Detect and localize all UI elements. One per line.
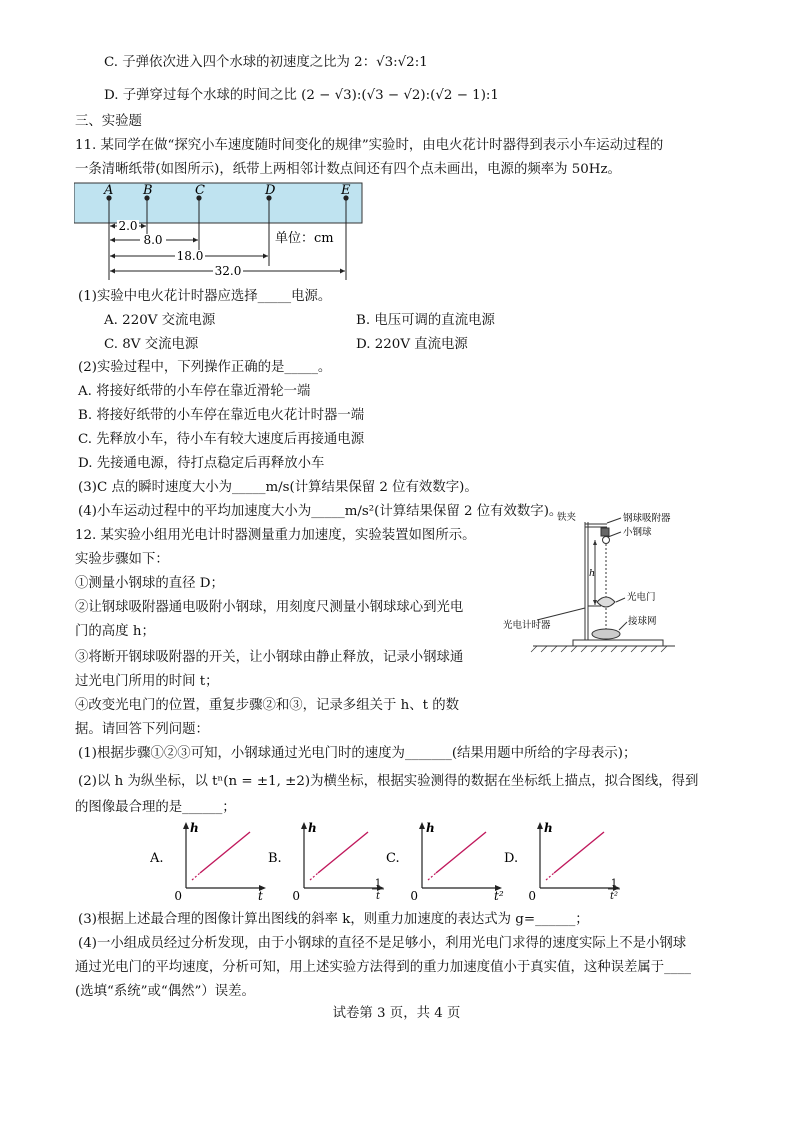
label-iron-clamp: 铁夹	[557, 512, 577, 523]
graph-x-label: t²	[494, 889, 504, 900]
q12-step-3a: ③将断开钢球吸附器的开关，让小钢球由静止释放，记录小钢球通	[75, 650, 464, 665]
graph-origin: 0	[174, 889, 182, 900]
graph-options-svg	[150, 818, 710, 900]
paper-tape	[74, 183, 362, 223]
label-steel-ball: 小钢球	[623, 527, 652, 538]
label-catch-net: 接球网	[628, 616, 657, 627]
graph-fit-line	[200, 832, 250, 873]
q11-part2-option-a: A. 将接好纸带的小车停在靠近滑轮一端	[78, 384, 311, 399]
graph-dashed-segment	[428, 873, 436, 880]
q12-stem: 12. 某实验小组用光电计时器测量重力加速度，实验装置如图所示。	[75, 528, 476, 543]
q12-step-2a: ②让钢球吸附器通电吸附小钢球，用刻度尺测量小钢球球心到光电	[75, 600, 464, 615]
label-ball-holder: 钢球吸附器	[623, 513, 671, 524]
dim-ac: 8.0	[143, 233, 163, 247]
q12-step-1: ①测量小钢球的直径 D；	[75, 576, 224, 591]
q11-part2-option-b: B. 将接好纸带的小车停在靠近电火花计时器一端	[78, 408, 365, 423]
graph-origin: 0	[410, 889, 418, 900]
tape-label-c: C	[195, 183, 205, 198]
graph-letter: C.	[386, 851, 400, 866]
graph-dashed-segment	[546, 873, 554, 880]
q12-step-4b: 据。请回答下列问题：	[75, 722, 209, 737]
graph-x-label: t	[375, 891, 381, 900]
option-d-text: D. 子弹穿过每个水球的时间之比 (2 − √3):(√3 − √2):(√2 − 1):1	[104, 88, 499, 103]
q12-part4-line2: 通过光电门的平均速度，分析可知，用上述实验方法得到的重力加速度值小于真实值，这种误差属于____	[75, 960, 691, 975]
graph-option-b	[268, 821, 384, 900]
q11-part2: (2)实验过程中，下列操作正确的是_____。	[78, 360, 332, 375]
graph-dashed-segment	[192, 873, 200, 880]
graph-origin: 0	[528, 889, 536, 900]
paper-tape-figure	[74, 180, 374, 280]
q11-part3: (3)C 点的瞬时速度大小为_____m/s(计算结果保留 2 位有效数字)。	[78, 480, 478, 495]
q12-step-4a: ④改变光电门的位置，重复步骤②和③，记录多组关于 h、t 的数	[75, 698, 460, 713]
q11-stem-1: 11. 某同学在做“探究小车速度随时间变化的规律”实验时，由电火花计时器得到表示小车运动过程的	[75, 138, 664, 153]
graph-x-label: t²	[609, 891, 619, 900]
y-arrow	[301, 822, 307, 829]
graph-letter: A.	[150, 851, 164, 866]
q11-part2-option-c: C. 先释放小车，待小车有较大速度后再接通电源	[78, 432, 365, 447]
graph-y-label: h	[544, 821, 553, 835]
tape-unit: 单位：cm	[275, 231, 334, 246]
q12-steps-heading: 实验步骤如下：	[75, 552, 169, 567]
y-arrow	[183, 822, 189, 829]
q12-step-3b: 过光电门所用的时间 t；	[75, 674, 219, 689]
graph-letter: D.	[504, 851, 519, 866]
q11-part1-option-c: C. 8V 交流电源	[104, 337, 199, 352]
graph-y-label: h	[308, 821, 317, 835]
q11-part1-option-d: D. 220V 直流电源	[356, 337, 468, 352]
graph-letter: B.	[268, 851, 282, 866]
q12-step-2b: 门的高度 h；	[75, 624, 155, 639]
tape-label-b: B	[143, 183, 153, 198]
graph-x-label: t	[258, 889, 263, 900]
graph-fit-line	[318, 832, 368, 873]
label-photo-timer: 光电计时器	[503, 620, 551, 631]
tape-label-e: E	[341, 183, 351, 198]
label-h: h	[589, 568, 596, 579]
tape-label-a: A	[104, 183, 114, 198]
graph-fit-line	[554, 832, 604, 873]
page-footer: 试卷第 3 页，共 4 页	[332, 1006, 461, 1021]
graph-option-d	[504, 821, 620, 900]
section-heading: 三、实验题	[75, 114, 142, 129]
graph-options	[150, 818, 710, 900]
q11-part2-option-d: D. 先接通电源，待打点稳定后再释放小车	[78, 456, 325, 471]
dim-ae: 32.0	[214, 264, 242, 278]
label-photogate: 光电门	[627, 592, 656, 603]
y-arrow	[419, 822, 425, 829]
q11-part1: (1)实验中电火花计时器应选择_____电源。	[78, 289, 332, 304]
apparatus-figure	[497, 510, 697, 658]
q11-part1-option-a: A. 220V 交流电源	[104, 313, 216, 328]
dim-ab: 2.0	[118, 219, 138, 233]
q12-part3: (3)根据上述最合理的图像计算出图线的斜率 k，则重力加速度的表达式为 g=______；	[78, 912, 589, 927]
graph-option-a	[150, 821, 266, 900]
q11-part4: (4)小车运动过程中的平均加速度大小为_____m/s²(计算结果保留 2 位有效数字)。	[78, 504, 563, 519]
q12-part2-line1: (2)以 h 为纵坐标，以 tⁿ(n = ±1, ±2)为横坐标，根据实验测得的数据在坐标纸上描点，拟合图线，得到	[78, 774, 699, 789]
q12-part2-line2: 的图像最合理的是______；	[75, 800, 236, 815]
graph-fit-line	[436, 832, 486, 873]
q12-part4-line3: (选填“系统”或“偶然”）误差。	[75, 984, 255, 999]
q12-part1: (1)根据步骤①②③可知，小钢球通过光电门时的速度为_______(结果用题中所给的字母表示)；	[78, 746, 637, 761]
q12-part4-line1: (4)一小组成员经过分析发现，由于小钢球的直径不是足够小，利用光电门求得的速度实际上不是小钢球	[78, 936, 687, 951]
graph-origin: 0	[292, 889, 300, 900]
graph-x-label-num: 1	[374, 878, 382, 889]
dim-ad: 18.0	[176, 249, 204, 263]
graph-dashed-segment	[310, 873, 318, 880]
graph-y-label: h	[190, 821, 199, 835]
option-c-text: C. 子弹依次进入四个水球的初速度之比为 2：√3:√2:1	[104, 55, 428, 70]
graph-option-c	[386, 821, 504, 900]
q11-stem-2: 一条清晰纸带(如图所示)，纸带上两相邻计数点间还有四个点未画出，电源的频率为 50Hz。	[75, 162, 621, 177]
tape-label-d: D	[265, 183, 276, 198]
graph-y-label: h	[426, 821, 435, 835]
q11-part1-option-b: B. 电压可调的直流电源	[356, 313, 495, 328]
graph-x-label-num: 1	[610, 878, 618, 889]
y-arrow	[537, 822, 543, 829]
